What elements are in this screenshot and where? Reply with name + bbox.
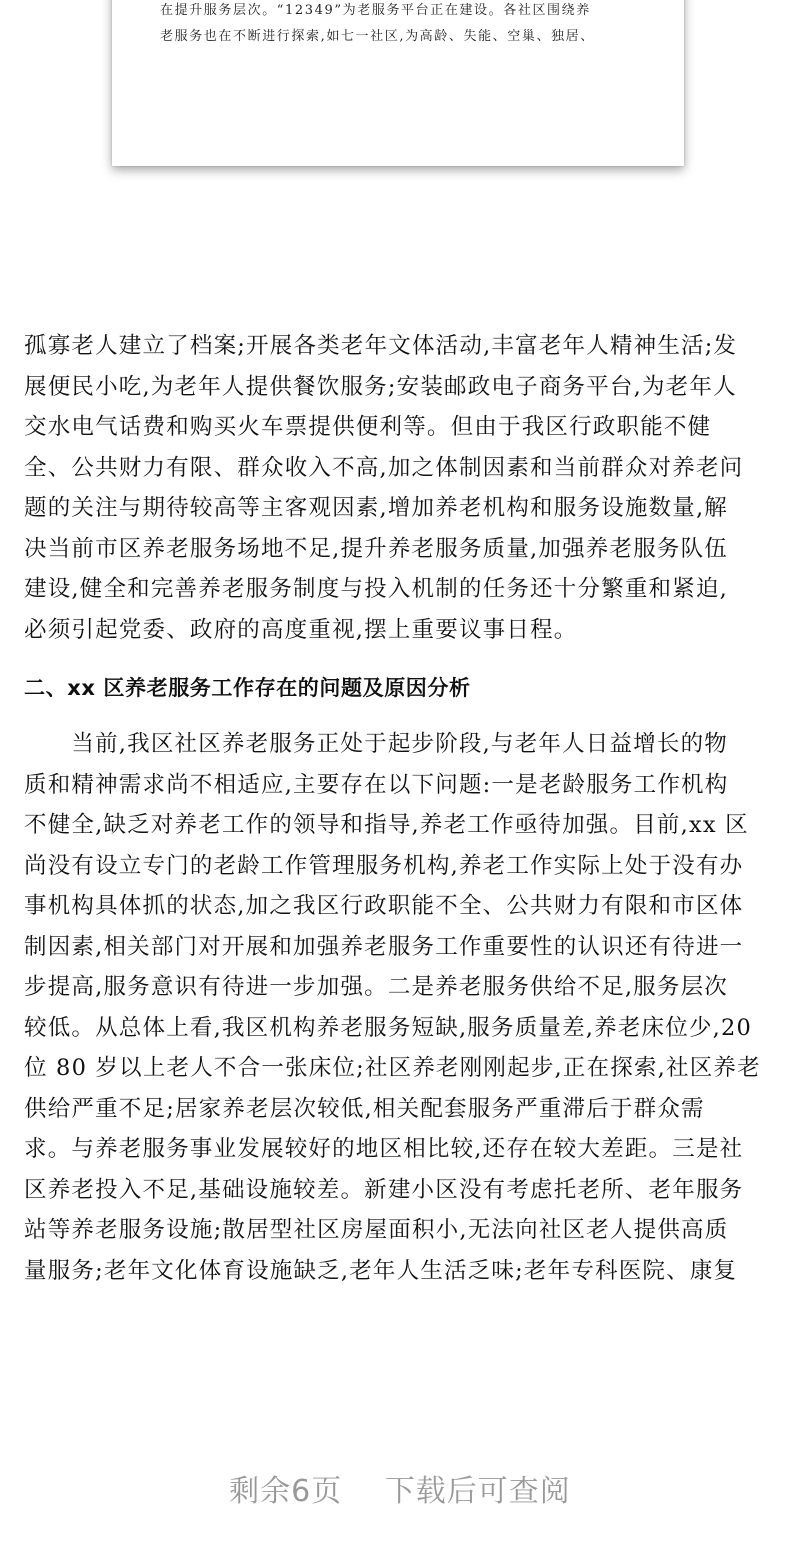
text-line: 决当前市区养老服务场地不足,提升养老服务质量,加强养老服务队伍 [24, 535, 729, 562]
paragraph-1 [24, 326, 780, 650]
text-line: 尚没有设立专门的老龄工作管理服务机构,养老工作实际上处于没有办 [24, 852, 744, 879]
section-heading: 二、xx 区养老服务工作存在的问题及原因分析 [24, 676, 471, 700]
text-line: 全、公共财力有限、群众收入不高,加之体制因素和当前群众对养老问 [24, 454, 744, 481]
download-hint-label[interactable]: 下载后可查阅 [384, 1474, 571, 1509]
text-line: 求。与养老服务事业发展较好的地区相比较,还存在较大差距。三是社 [24, 1136, 744, 1162]
text-line: 区养老投入不足,基础设施较差。新建小区没有考虑托老所、老年服务 [24, 1176, 744, 1203]
text-line: 较低。从总体上看,我区机构养老服务短缺,服务质量差,养老床位少,20 [24, 1014, 753, 1041]
text-line: 当前,我区社区养老服务正处于起步阶段,与老年人日益增长的物 [24, 731, 729, 757]
preview-line: 在提升服务层次。“12349”为老服务平台正在建设。各社区围绕养 [160, 3, 591, 18]
text-line: 站等养老服务设施;散居型社区房屋面积小,无法向社区老人提供高质 [24, 1217, 729, 1243]
text-line: 事机构具体抓的状态,加之我区行政职能不全、公共财力有限和市区体 [24, 893, 744, 919]
text-line: 展便民小吃,为老年人提供餐饮服务;安装邮政电子商务平台,为老年人 [24, 373, 737, 400]
text-line: 量服务;老年文化体育设施缺乏,老年人生活乏味;老年专科医院、康复 [24, 1257, 738, 1284]
text-line: 步提高,服务意识有待进一步加强。二是养老服务供给不足,服务层次 [24, 974, 729, 1000]
text-line: 位 80 岁以上老人不合一张床位;社区养老刚刚起步,正在探索,社区养老 [24, 1055, 761, 1081]
remaining-pages-label[interactable]: 剩余6页 [229, 1474, 343, 1509]
text-line: 必须引起党委、政府的高度重视,摆上重要议事日程。 [24, 616, 578, 643]
document-body [24, 326, 780, 1291]
text-line: 质和精神需求尚不相适应,主要存在以下问题:一是老龄服务工作机构 [24, 771, 729, 798]
download-prompt[interactable] [0, 1466, 800, 1510]
preview-text-block [160, 0, 640, 50]
paragraph-2 [24, 724, 780, 1291]
previous-page-preview [112, 0, 684, 166]
text-line: 孤寡老人建立了档案;开展各类老年文体活动,丰富老年人精神生活;发 [24, 333, 738, 359]
text-line: 供给严重不足;居家养老层次较低,相关配套服务严重滞后于群众需 [24, 1095, 705, 1122]
text-line: 建设,健全和完善养老服务制度与投入机制的任务还十分繁重和紧迫, [24, 576, 729, 602]
text-line: 制因素,相关部门对开展和加强养老服务工作重要性的认识还有待进一 [24, 933, 744, 960]
text-line: 交水电气话费和购买火车票提供便利等。但由于我区行政职能不健 [24, 414, 712, 440]
text-line: 不健全,缺乏对养老工作的领导和指导,养老工作亟待加强。目前,xx 区 [24, 812, 749, 838]
text-line: 题的关注与期待较高等主客观因素,增加养老机构和服务设施数量,解 [24, 495, 729, 521]
preview-line: 老服务也在不断进行探索,如七一社区,为高龄、失能、空巢、独居、 [160, 29, 595, 44]
